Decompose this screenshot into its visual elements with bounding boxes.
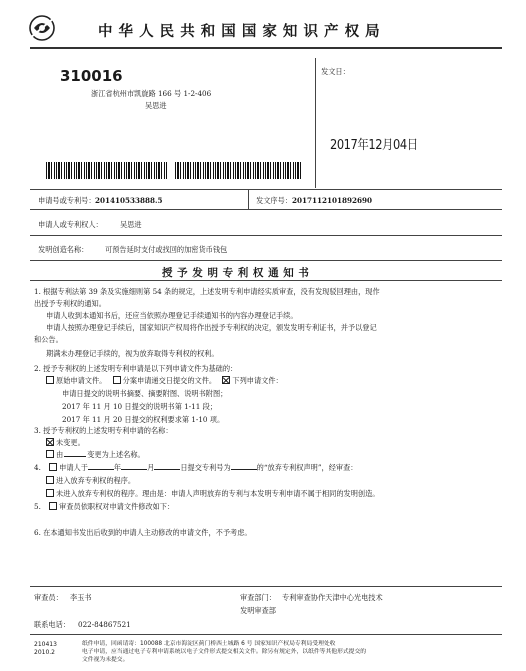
recipient-name: 吴思进 [145,101,167,110]
info-rule-4 [30,260,502,261]
checkbox-unchanged-checked [46,438,54,446]
invention-value: 可预告延时支付或找回的加密货币钱包 [105,245,228,254]
p4-month: 月 [147,463,155,472]
option-original: 原始申请文件。 [56,376,107,385]
paragraph-1e: 和公告。 [34,335,63,344]
p4-day: 日提交专利号为 [180,463,231,472]
name-changed [46,450,145,459]
dept-label: 审查部门： [240,593,276,602]
app-no-label: 申请号或专利号： [38,196,96,205]
paragraph-1d: 申请人按照办理登记手续后，国家知识产权局将作出授予专利权的决定，颁发发明专利证书，并予以登记 [46,323,377,332]
dispatch-date-label: 发文日： [321,67,350,76]
title-rule [30,280,502,281]
paragraph-5 [34,502,174,511]
invention-label: 发明创造名称： [38,245,89,254]
dept-line-2: 发明审查部 [240,606,276,615]
dept-line-1: 专利审查协作天津中心光电技术 [282,593,383,602]
notice-title: 授 予 发 明 专 利 权 通 知 书 [162,267,310,279]
footer-note-2: 电子申请，应当通过电子专利申请系统以电子文件形式提交相关文件。除另有规定外，以纸件等其他形式提交的 [82,649,367,655]
address-line: 浙江省杭州市凯旋路 166 号 1-2-406 [91,89,212,98]
checkbox-waiver-enter [46,476,54,484]
footer-rule-2 [30,634,502,635]
phone-label: 联系电话： [34,620,70,629]
p4-option-1: 进入放弃专利权的程序。 [56,476,136,485]
applicant-value: 吴思进 [120,220,142,229]
checkbox-waiver-not-enter [46,489,54,497]
p4-number: 4. [34,463,41,472]
dispatch-box-divider [315,58,316,188]
footer-note-3: 文件视为未提交。 [82,657,129,663]
footer-note-1: 纸件申请，回函请寄：100088 北京市海淀区蓟门桥西土城路 6 号 国家知识产权局专利局受理处收 [82,641,336,647]
files-line-1: 申请日提交的说明书摘要、摘要附图、说明书附图； [62,389,228,398]
paragraph-1f: 期满未办理登记手续的，视为放弃取得专利权的权利。 [46,349,219,358]
files-line-3: 2017 年 11 月 20 日提交的权利要求第 1-10 项。 [62,415,225,424]
p4-tail: 的“放弃专利权声明”，经审查： [256,463,358,472]
form-code-1: 210413 [34,641,57,648]
checkbox-waiver [49,463,57,471]
option-divisional: 分案申请递交日提交的文件。 [122,376,217,385]
checkbox-examiner-amend [49,502,57,510]
paragraph-1b: 出授予专利权的通知。 [34,299,106,308]
serial-label: 发文序号： [256,196,292,205]
app-no-value: 201410533888.5 [95,196,163,205]
checkbox-original [46,376,54,384]
option-changed-tail: 变更为上述名称。 [87,450,145,459]
p5-text: 审查员依职权对申请文件修改如下： [59,502,175,511]
option-unchanged: 未变更。 [56,438,85,447]
option-changed: 由 [56,450,64,459]
basis-options [46,376,283,385]
form-code-2: 2010.2 [34,649,55,656]
applicant-label: 申请人或专利权人： [38,220,103,229]
paragraph-3: 3. 授予专利权的上述发明专利申请的名称： [34,426,173,435]
header-rule [30,47,502,49]
checkbox-following-checked [222,376,230,384]
footer-rule-1 [30,586,502,587]
paragraph-1c: 申请人收到本通知书后，还应当依照办理登记手续通知书的内容办理登记手续。 [46,311,298,320]
info-divider [248,189,249,209]
barcode-left [46,162,168,179]
office-name: 中 华 人 民 共 和 国 国 家 知 识 产 权 局 [98,24,381,40]
p4-year: 年 [113,463,122,472]
checkbox-divisional [113,376,121,384]
examiner-label: 审查员： [34,593,63,602]
phone-value: 022-84867521 [78,620,131,629]
option-following: 下列申请文件： [232,376,283,385]
info-rule-3 [30,235,502,236]
waiver-option-2 [46,489,379,498]
waiver-option-1 [46,476,135,485]
paragraph-4 [34,463,357,472]
p4-applicant: 申请人于 [59,463,88,472]
dispatch-date: 2017年12月04日 [330,138,418,153]
p5-number: 5. [34,502,41,511]
barcode-right [175,162,303,179]
postcode: 310016 [60,67,123,85]
cnipa-logo [28,14,56,42]
paragraph-1a: 1. 根据专利法第 39 条及实施细则第 54 条的规定，上述发明专利申请经实质审查，没有发现驳回理由，现作 [34,287,380,296]
checkbox-changed [46,450,54,458]
examiner-name: 李玉书 [70,593,92,602]
info-rule-2 [30,209,502,210]
files-line-2: 2017 年 11 月 10 日提交的说明书第 1-11 段； [62,402,217,411]
paragraph-2: 2. 授予专利权的上述发明专利申请是以下列申请文件为基础的： [34,364,238,373]
paragraph-6: 6. 在本通知书发出后收到的申请人主动修改的申请文件，不予考虑。 [34,528,252,537]
info-rule-1 [30,189,502,190]
serial-value: 2017112101892690 [292,196,373,205]
p4-option-2: 未进入放弃专利权的程序。理由是：申请人声明放弃的专利与本发明专利申请不属于相同的发明创造。 [56,489,380,498]
name-unchanged [46,438,85,447]
